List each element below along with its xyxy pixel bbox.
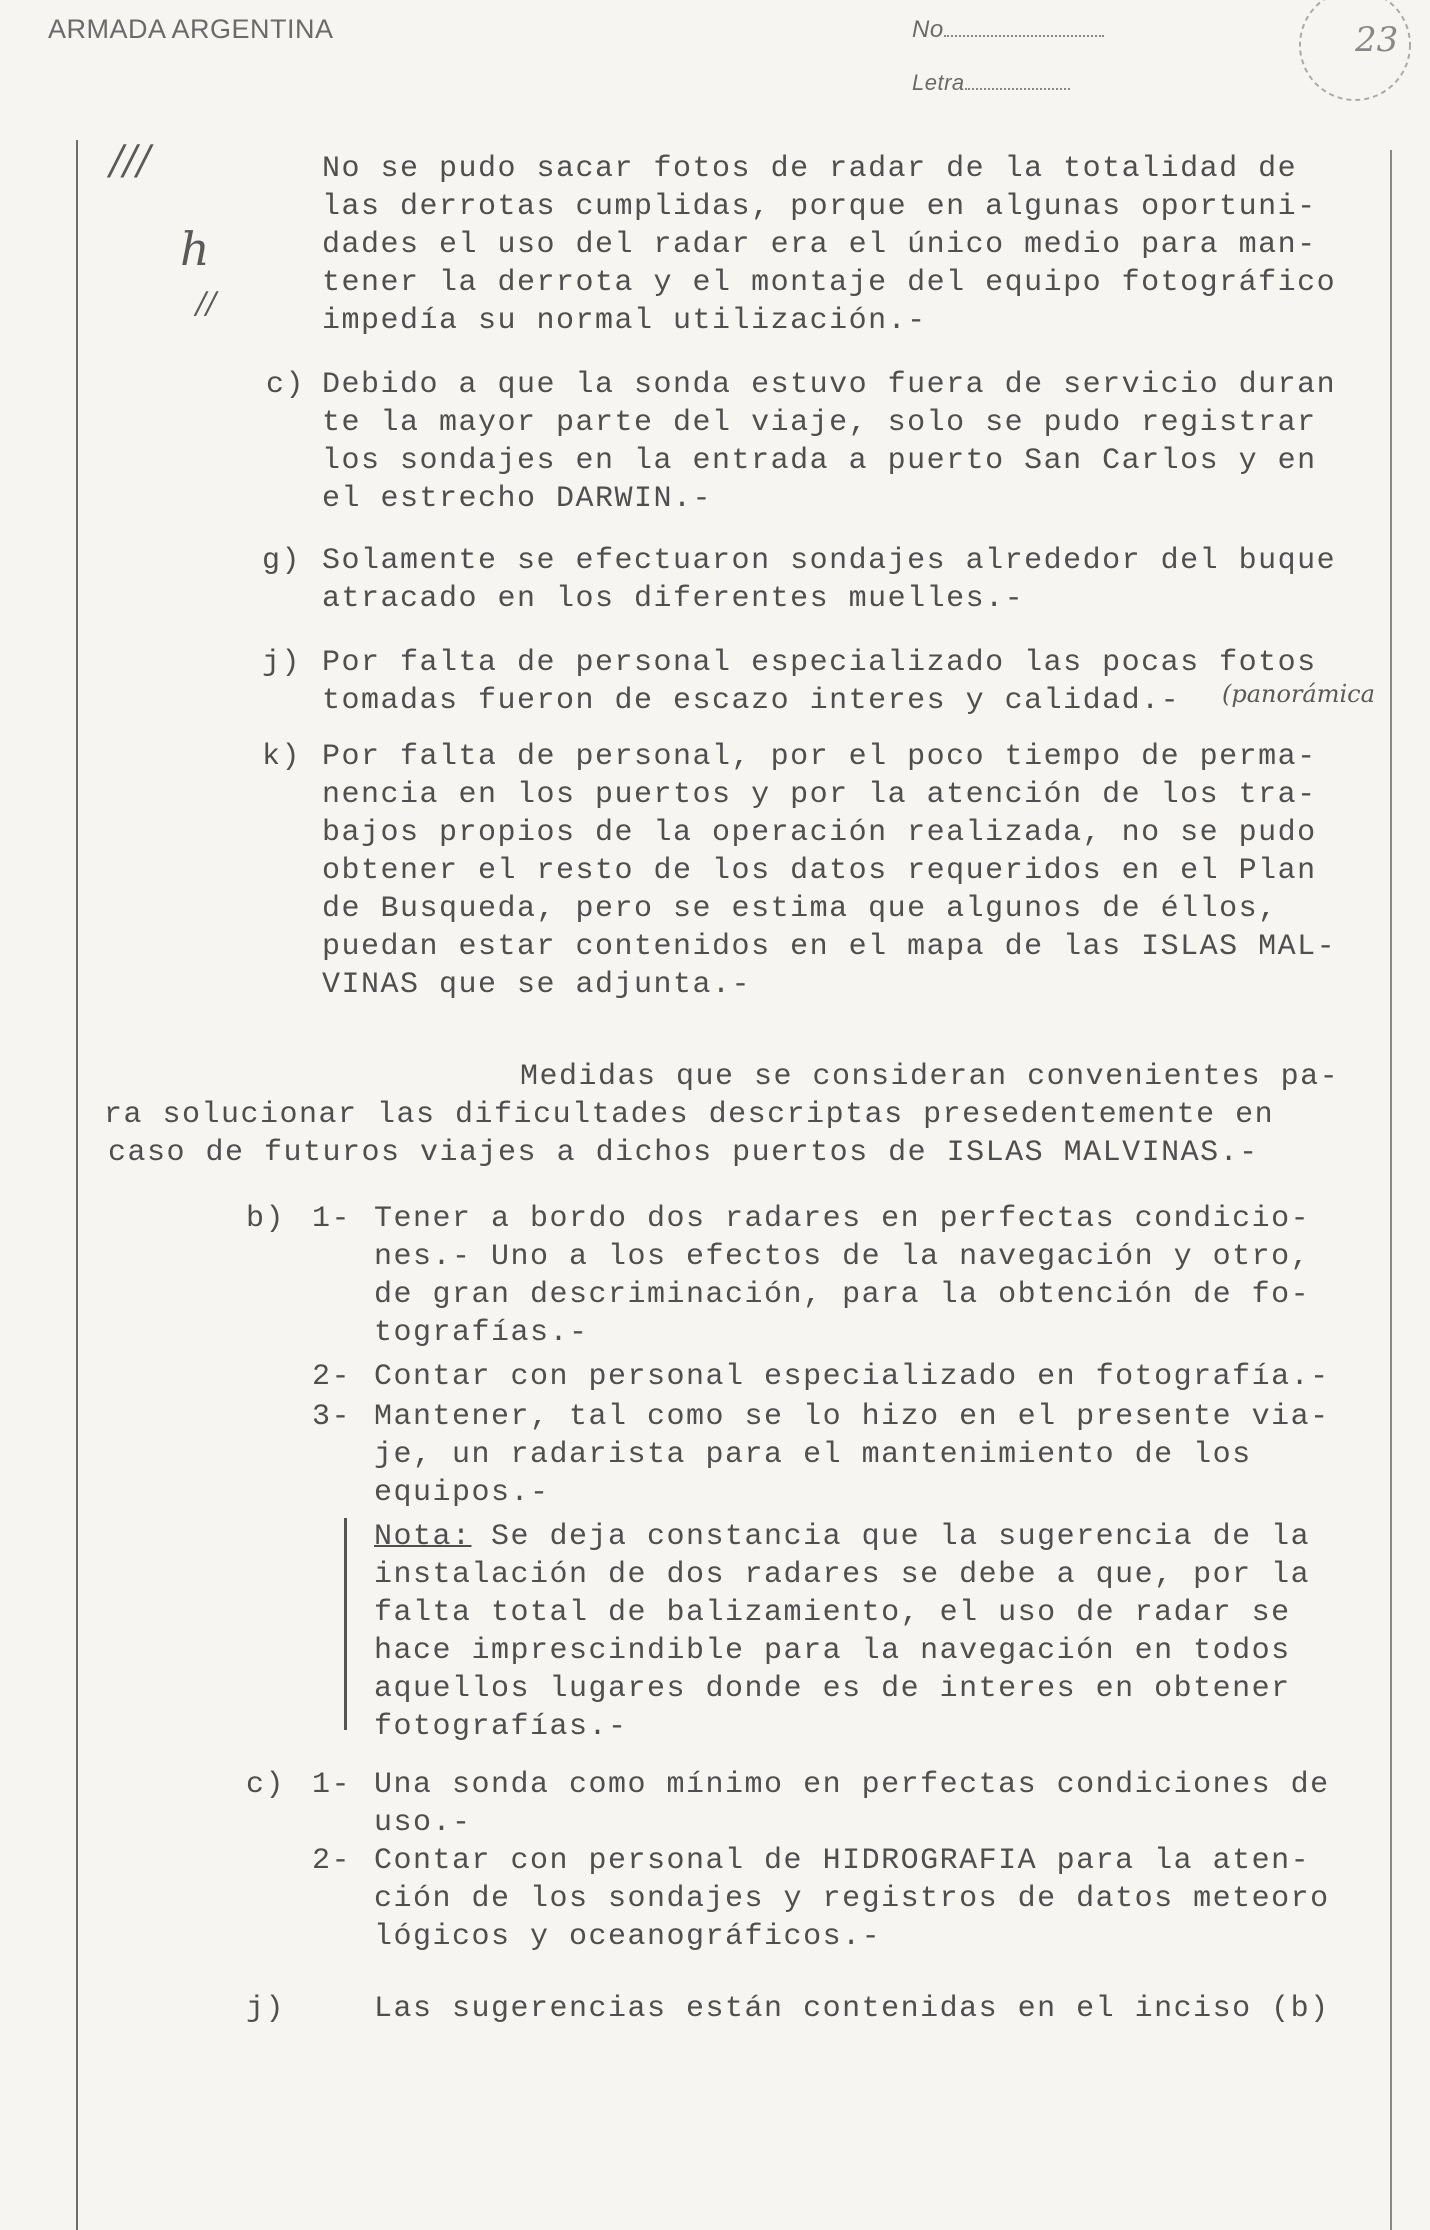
- text-line: No se pudo sacar fotos de radar de la totalidad de: [322, 152, 1298, 186]
- b-item-3-text: [374, 1398, 1330, 1512]
- text-line: Por falta de personal especializado las pocas fotos: [322, 646, 1317, 680]
- item-c-label: c): [266, 368, 306, 402]
- letterhead-no: [912, 16, 1104, 44]
- text-line: Solamente se efectuaron sondajes alrededor del buque: [322, 544, 1337, 578]
- b-item-2-text: Contar con personal especializado en fotografía.-: [374, 1360, 1330, 1394]
- text-line: ción de los sondajes y registros de datos meteoro: [374, 1882, 1330, 1916]
- text-line: Debido a que la sonda estuvo fuera de servicio duran: [322, 368, 1337, 402]
- item-g-text: [322, 542, 1336, 618]
- text-line: je, un radarista para el mantenimiento de los: [374, 1438, 1252, 1472]
- handwritten-panoramica: (panorámica: [1222, 680, 1375, 708]
- text-line: falta total de balizamiento, el uso de radar se: [374, 1596, 1291, 1630]
- margin-slashes-small: //: [196, 286, 217, 321]
- text-line: puedan estar contenidos en el mapa de las ISLAS MAL-: [322, 930, 1337, 964]
- text-line: bajos propios de la operación realizada, no se pudo: [322, 816, 1317, 850]
- text-line: obtener el resto de los datos requeridos en el Plan: [322, 854, 1317, 888]
- text-line: impedía su normal utilización.-: [322, 304, 927, 338]
- text-line: tomadas fueron de escazo interes y calidad.-: [322, 684, 1181, 718]
- folio-stamp-circle: [1285, 0, 1415, 120]
- text-line: VINAS que se adjunta.-: [322, 968, 752, 1002]
- nota-label: Nota:: [374, 1520, 472, 1554]
- b-item-3-num: 3-: [312, 1400, 352, 1434]
- text-line: nencia en los puertos y por la atención de los tra-: [322, 778, 1317, 812]
- item-j-label: j): [262, 646, 302, 680]
- margin-slashes: ///: [110, 138, 151, 184]
- text-line: uso.-: [374, 1806, 472, 1840]
- c-item-1-text: [374, 1766, 1330, 1842]
- folio-number: 23: [1355, 20, 1399, 60]
- text-line: dades el uso del radar era el único medio para man-: [322, 228, 1317, 262]
- letra-label: Letra: [912, 70, 965, 95]
- margin-item-h: h: [180, 222, 210, 276]
- no-label: No: [912, 16, 944, 43]
- medidas-line-2: ra solucionar las dificultades descriptas presedentemente en: [104, 1098, 1275, 1132]
- medidas-line-1: Medidas que se consideran convenientes pa-: [520, 1060, 1340, 1094]
- b-item-1-num: 1-: [312, 1202, 352, 1236]
- text-line: Contar con personal de HIDROGRAFIA para la aten-: [374, 1844, 1311, 1878]
- text-line: de gran descriminación, para la obtención de fo-: [374, 1278, 1311, 1312]
- text-line: Se deja constancia que la sugerencia de la: [471, 1520, 1311, 1554]
- folio-stamp: [1285, 0, 1415, 120]
- text-line: Una sonda como mínimo en perfectas condiciones de: [374, 1768, 1330, 1802]
- c-item-2-num: 2-: [312, 1844, 352, 1878]
- text-line: equipos.-: [374, 1476, 550, 1510]
- nota-block: [374, 1518, 1310, 1746]
- letterhead-org: ARMADA ARGENTINA: [48, 14, 334, 44]
- nota-first-line: [374, 1518, 1310, 1556]
- text-line: lógicos y oceanográficos.-: [374, 1920, 882, 1954]
- letra-blank: [965, 88, 1070, 90]
- text-line: tografías.-: [374, 1316, 589, 1350]
- text-line: nes.- Uno a los efectos de la navegación y otro,: [374, 1240, 1311, 1274]
- text-line: de Busqueda, pero se estima que algunos de éllos,: [322, 892, 1278, 926]
- text-line: fotografías.-: [374, 1710, 628, 1744]
- text-line: el estrecho DARWIN.-: [322, 482, 713, 516]
- text-line: Tener a bordo dos radares en perfectas condicio-: [374, 1202, 1311, 1236]
- text-line: instalación de dos radares se debe a que, por la: [374, 1558, 1311, 1592]
- text-line: los sondajes en la entrada a puerto San Carlos y en: [322, 444, 1317, 478]
- nota-margin-bar: [344, 1518, 347, 1730]
- c-item-1-num: 1-: [312, 1768, 352, 1802]
- c-item-2-text: [374, 1842, 1330, 1956]
- text-line: atracado en los diferentes muelles.-: [322, 582, 1025, 616]
- text-line: las derrotas cumplidas, porque en algunas oportuni-: [322, 190, 1317, 224]
- section-b-label: b): [246, 1202, 286, 1236]
- text-line: Por falta de personal, por el poco tiempo de perma-: [322, 740, 1317, 774]
- text-line: te la mayor parte del viaje, solo se pudo registrar: [322, 406, 1317, 440]
- section-j-label: j): [246, 1992, 286, 2026]
- item-g-label: g): [262, 544, 302, 578]
- text-line: hace imprescindible para la navegación en todos: [374, 1634, 1291, 1668]
- medidas-line-3: caso de futuros viajes a dichos puertos de ISLAS MALVINAS.-: [108, 1136, 1259, 1170]
- section-c-label: c): [246, 1768, 286, 1802]
- b-item-1-text: [374, 1200, 1310, 1352]
- item-k-text: [322, 738, 1336, 1004]
- letterhead-letra: [912, 70, 1070, 96]
- section-j-text: Las sugerencias están contenidas en el inciso (b): [374, 1992, 1330, 2026]
- text-line: aquellos lugares donde es de interes en obtener: [374, 1672, 1291, 1706]
- text-line: Mantener, tal como se lo hizo en el presente via-: [374, 1400, 1330, 1434]
- no-blank: [944, 35, 1104, 37]
- left-margin-rule: [76, 140, 78, 2230]
- text-line: tener la derrota y el montaje del equipo fotográfico: [322, 266, 1337, 300]
- b-item-2-num: 2-: [312, 1360, 352, 1394]
- item-k-label: k): [262, 740, 302, 774]
- item-j-text: [322, 644, 1317, 720]
- item-c-text: [322, 366, 1336, 518]
- paragraph-h: [322, 150, 1336, 340]
- right-margin-rule: [1390, 150, 1392, 2230]
